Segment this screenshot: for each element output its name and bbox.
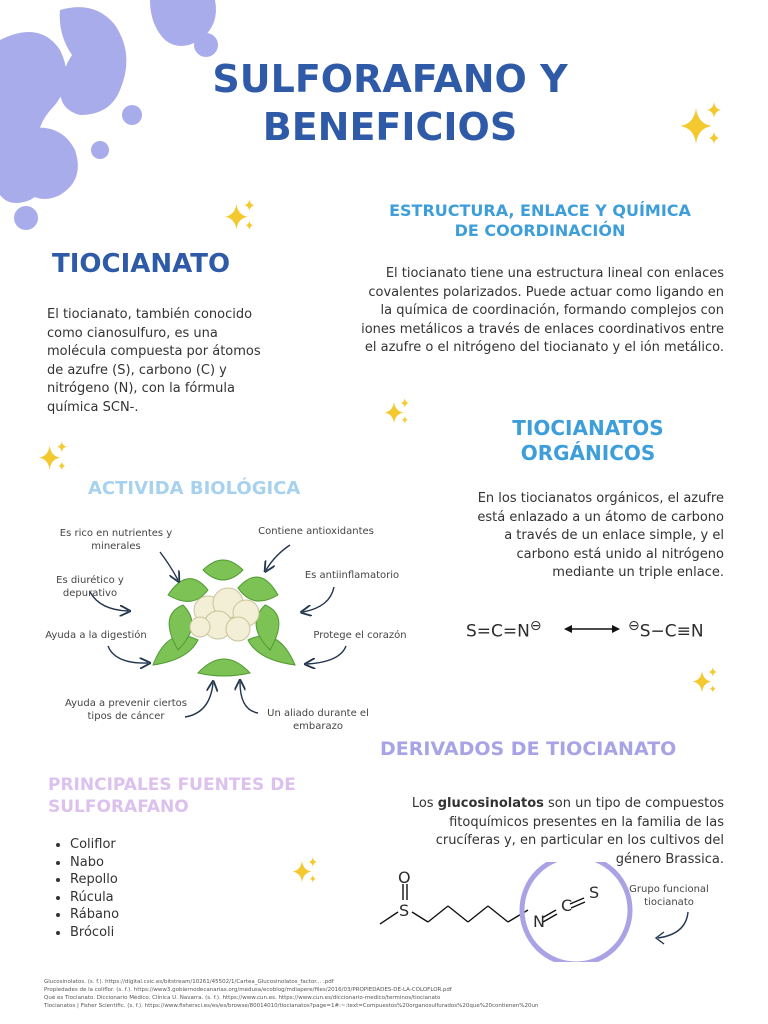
grupo-funcional-label: Grupo funcional tiocianato	[629, 884, 709, 908]
atom-c: C	[561, 896, 573, 915]
fuentes-heading	[48, 774, 296, 818]
estructura-text: El tiocianato tiene una estructura lineal con enlaces covalentes polarizados. Puede actuar como ligando en la química de coordinación, formando complejos con iones metálicos a través de enlaces coordinativos entre el azufre o el nitrógeno del tiocianato y el ión metálico.	[361, 266, 724, 355]
fuentes-list	[50, 836, 119, 941]
title-line-1: SULFORAFANO Y	[212, 57, 568, 101]
sparkle-icon	[36, 440, 70, 474]
reference-item: Qué es Tiocianato. Diccionario Médico. Clínica U. Navarra. (s. f.). https://www.cun.es. https://www.cun.es/diccionario-medico/terminos/tiocianato	[44, 995, 441, 1001]
atom-s2: S	[589, 883, 600, 902]
negative-charge: ⊖	[529, 618, 542, 634]
tiocianato-heading: TIOCIANATO	[52, 249, 231, 279]
list-item: • Brócoli	[70, 924, 119, 942]
sparkle-icon	[676, 100, 726, 150]
organicos-text: En los tiocianatos orgánicos, el azufre está enlazado a un átomo de carbono a través de un enlace simple, y el carbono está unido al nitrógeno mediante un triple enlace.	[477, 491, 724, 580]
fuentes-heading-line-2: SULFORAFANO	[48, 797, 189, 817]
derivados-heading: DERIVADOS DE TIOCIANATO	[380, 738, 677, 760]
list-item: • Repollo	[70, 871, 119, 889]
title-line-2: BENEFICIOS	[262, 105, 518, 149]
cauliflower-illustration	[148, 555, 300, 677]
sparkle-icon	[382, 397, 412, 427]
sulforaphane-structure	[370, 862, 670, 962]
atom-s1: S	[399, 901, 410, 920]
resonance-right-formula: S−C≡N	[639, 621, 704, 642]
derivados-text-bold: glucosinolatos	[437, 796, 544, 811]
fuentes-heading-line-1: PRINCIPALES FUENTES DE	[48, 775, 296, 795]
actividad-heading: ACTIVIDA BIOLÓGICA	[88, 478, 301, 499]
sparkle-icon	[290, 856, 320, 886]
negative-charge: ⊖	[628, 618, 640, 634]
resonance-right	[628, 618, 704, 642]
list-item: • Coliflor	[70, 836, 119, 854]
sparkle-icon	[222, 198, 258, 234]
organicos-heading	[478, 416, 698, 466]
derivados-text-pre: Los	[411, 796, 438, 811]
label-corazon: Protege el corazón	[313, 630, 407, 641]
label-embarazo: Un aliado durante el embarazo	[267, 708, 369, 732]
tiocianato-text: El tiocianato, también conocido como cianosulfuro, es una molécula compuesta por átomos de azufre (S), carbono (C) y nitrógeno (N), con la fórmula química SCN-.	[47, 307, 261, 415]
sparkle-icon	[690, 666, 720, 696]
page-title	[150, 55, 630, 151]
organicos-heading-line-1: TIOCIANATOS	[512, 416, 664, 440]
label-diuretico: Es diurético y depurativo	[56, 575, 124, 599]
label-digestion: Ayuda a la digestión	[45, 630, 147, 641]
reference-item: Tiocianatos | Fisher Scientific. (s. f.). https://www.fishersci.es/es/es/browse/80014010/tiocianatos?page=1#:~:text=Compuestos%20organosulfurados%20que%20contienen%20un	[44, 1003, 539, 1009]
references	[44, 978, 744, 1010]
resonance-left-formula: S=C=N	[466, 621, 530, 642]
label-nutrientes: Es rico en nutrientes y minerales	[59, 528, 173, 552]
atom-o: O	[398, 868, 411, 887]
estructura-heading	[350, 201, 730, 241]
list-item: • Rúcula	[70, 889, 119, 907]
resonance-left	[466, 618, 542, 642]
organicos-heading-line-2: ORGÁNICOS	[520, 441, 656, 465]
estructura-heading-line-1: ESTRUCTURA, ENLACE Y QUÍMICA	[389, 201, 691, 220]
label-antioxidantes: Contiene antioxidantes	[258, 526, 374, 537]
grupo-arrow-icon	[648, 906, 698, 946]
list-item: • Rábano	[70, 906, 119, 924]
atom-n: N	[533, 912, 545, 931]
derivados-text	[396, 795, 724, 869]
derivados-text-post: son un tipo de compuestos fitoquímicos presentes en la familia de las crucíferas y, en particular en los cultivos del género Brassica.	[435, 796, 724, 867]
label-antiinflamatorio: Es antiinflamatorio	[304, 570, 400, 581]
list-item: • Nabo	[70, 854, 119, 872]
label-cancer: Ayuda a prevenir ciertos tipos de cáncer	[64, 698, 188, 722]
estructura-heading-line-2: DE COORDINACIÓN	[454, 221, 626, 240]
reference-item: Glucosinolatos. (s. f.). https://digital.csic.es/bitstream/10261/45502/1/Cartea_Glucosinolatos_factor... .pdf	[44, 979, 334, 985]
resonance-arrow-icon	[564, 622, 620, 636]
reference-item: Propiedades de la coliflor. (s. f.). https://www3.gobiernodecanarias.org/medusa/ecoblog/mdiapere/files/2016/03/PROPIEDADES-DE-LA-COLOFLOR.pdf	[44, 987, 452, 993]
